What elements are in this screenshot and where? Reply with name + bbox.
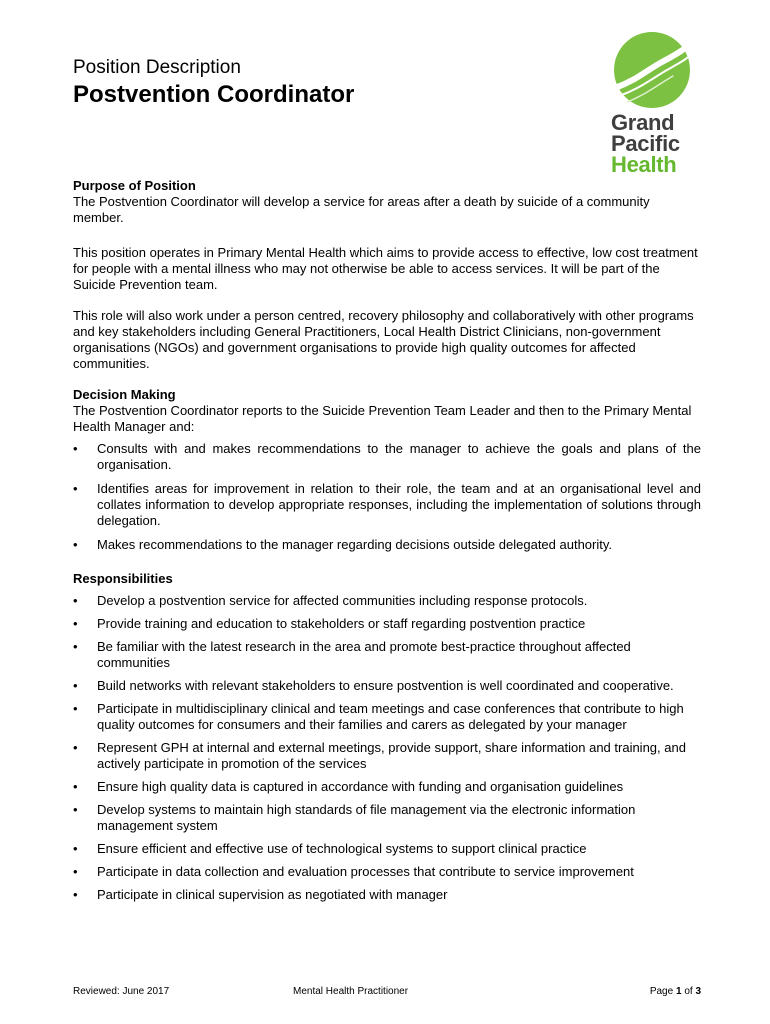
purpose-heading: Purpose of Position — [73, 178, 196, 193]
footer-page-number — [650, 986, 701, 997]
page-current: 1 — [675, 986, 682, 997]
document-title: Postvention Coordinator — [73, 81, 355, 108]
document-body — [73, 178, 701, 910]
document-kicker: Position Description — [73, 57, 241, 78]
list-item: • Participate in clinical supervision as negotiated with manager — [73, 887, 701, 903]
purpose-paragraph-2: This position operates in Primary Mental Health which aims to provide access to effective, low cost treatment for people with a mental illness who may not otherwise be able to access services. It will be part of the Suicide Prevention team. — [73, 245, 698, 292]
list-item: • Ensure high quality data is captured in accordance with funding and organisation guidelines — [73, 779, 701, 795]
list-item: • Build networks with relevant stakeholders to ensure postvention is well coordinated and cooperative. — [73, 678, 701, 694]
list-item: • Participate in data collection and evaluation processes that contribute to service improvement — [73, 864, 701, 880]
footer-reviewed: Reviewed: June 2017 — [73, 986, 170, 997]
list-item: • Represent GPH at internal and external meetings, provide support, share information and training, and actively participate in promotion of the services — [73, 740, 701, 772]
list-item: • Participate in multidisciplinary clinical and team meetings and case conferences that contribute to high quality outcomes for consumers and their families and carers as delegated by your manager — [73, 701, 701, 733]
footer-role: Mental Health Practitioner — [293, 986, 409, 997]
list-item: • Be familiar with the latest research in the area and promote best-practice throughout affected communities — [73, 639, 701, 671]
list-item: • Develop a postvention service for affected communities including response protocols. — [73, 593, 701, 609]
logo-word-health: Health — [611, 152, 677, 177]
responsibilities-heading: Responsibilities — [73, 571, 173, 586]
decision-list — [73, 441, 701, 553]
list-item: • Ensure efficient and effective use of technological systems to support clinical practice — [73, 841, 701, 857]
purpose-paragraph-1: The Postvention Coordinator will develop a service for areas after a death by suicide of a community member. — [73, 194, 650, 225]
list-item: • Develop systems to maintain high standards of file management via the electronic information management system — [73, 802, 701, 834]
page-label: Page — [649, 986, 674, 997]
decision-heading: Decision Making — [73, 387, 176, 402]
page-total: 3 — [695, 986, 701, 997]
decision-intro: The Postvention Coordinator reports to the Suicide Prevention Team Leader and then to the Primary Mental Health Manager and: — [73, 403, 692, 434]
list-item: • Provide training and education to stakeholders or staff regarding postvention practice — [73, 616, 701, 632]
list-item: • Consults with and makes recommendations to the manager to achieve the goals and plans of the organisation. — [73, 441, 701, 473]
purpose-paragraph-3: This role will also work under a person centred, recovery philosophy and collaboratively with other programs and key stakeholders including General Practitioners, Local Health District Clinicians, non-government organisations (NGOs) and government organisations to provide high quality outcomes for affected communities. — [73, 308, 694, 371]
responsibilities-list — [73, 593, 701, 903]
logo-word-pacific: Pacific — [611, 131, 680, 156]
list-item: • Identifies areas for improvement in relation to their role, the team and at an organisational level and collates information to develop appropriate responses, including the implementation of solutions through delegation. — [73, 481, 701, 529]
list-item: • Makes recommendations to the manager regarding decisions outside delegated authority. — [73, 537, 701, 553]
page-of: of — [684, 986, 693, 997]
logo-word-grand: Grand — [611, 110, 675, 135]
